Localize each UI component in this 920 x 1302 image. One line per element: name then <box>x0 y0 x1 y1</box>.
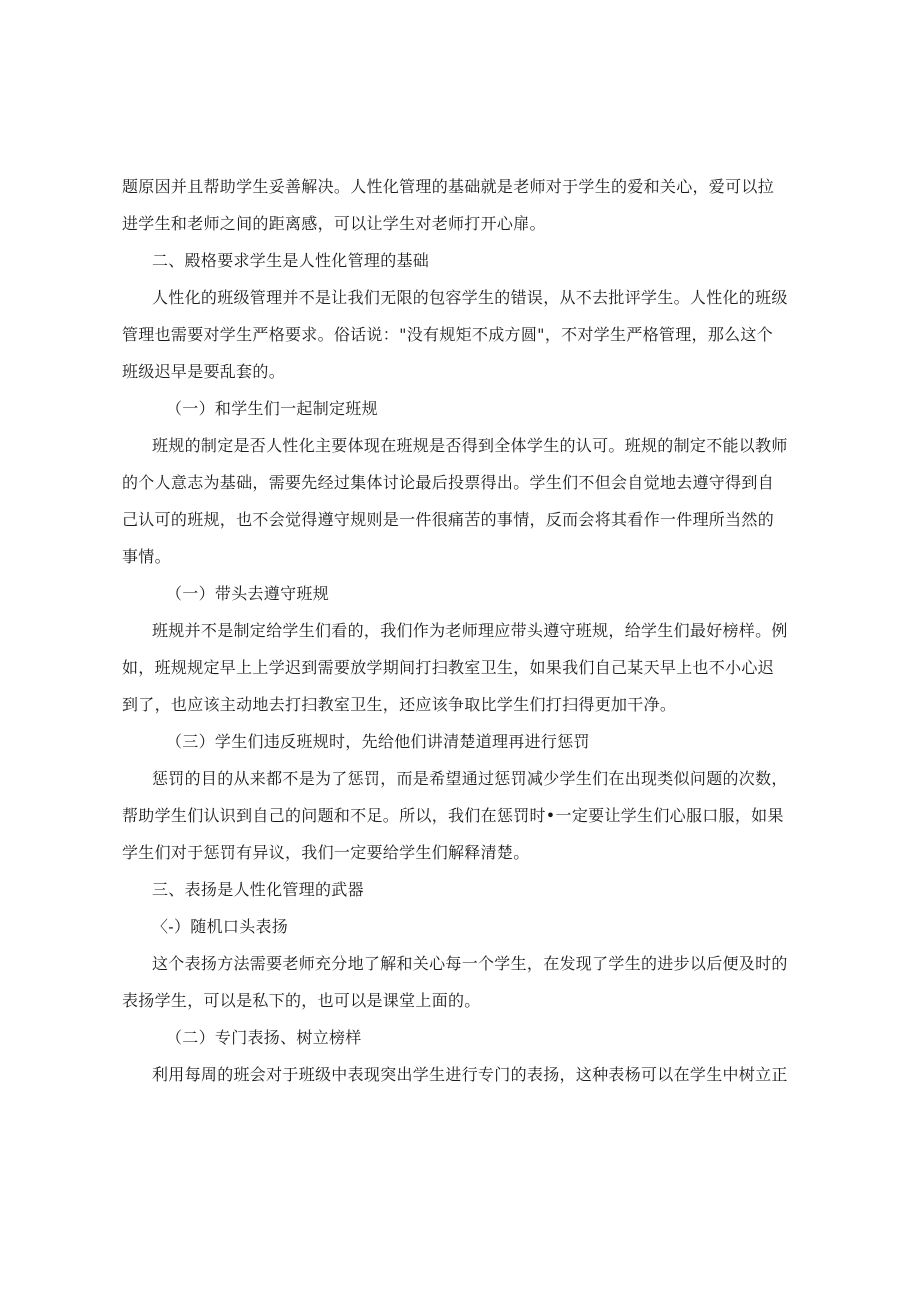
text-line: 班级迟早是要乱套的。 <box>122 362 286 381</box>
text-line: （一）和学生们一起制定班规 <box>166 399 378 418</box>
text-line: 人性化的班级管理并不是让我们无限的包容学生的错误，从不去批评学生。人性化的班级 <box>152 288 788 307</box>
text-line: 帮助学生们认识到自己的问题和不足。所以，我们在惩罚时•一定要让学生们心服口服，如果 <box>122 806 784 825</box>
text-line: 的个人意志为基础，需要先经过集体讨论最后投票得出。学生们不但会自觉地去遵守得到自 <box>122 473 775 492</box>
text-line: 二、殿格要求学生是人性化管理的基础 <box>152 251 430 270</box>
text-line: 到了，也应该主动地去打扫教室卫生，还应该争取比学生们打扫得更加干净。 <box>122 695 677 714</box>
text-line: （三）学生们违反班规时，先给他们讲清楚道理再进行惩罚 <box>166 732 590 751</box>
text-line: 进学生和老师之间的距离感，可以让学生对老师打开心扉。 <box>122 214 546 233</box>
text-line: 〈-）随机口头表扬 <box>152 917 289 936</box>
text-line: （二）专门表扬、树立榜样 <box>166 1028 362 1047</box>
text-line: 这个表扬方法需要老师充分地了解和关心每一个学生，在发现了学生的进步以后便及时的 <box>152 954 788 973</box>
text-line: 班规的制定是否人性化主要体现在班规是否得到全体学生的认可。班规的制定不能以教师 <box>152 436 788 455</box>
text-line: 事情。 <box>122 547 171 566</box>
text-line: 利用每周的班会对于班级中表现突出学生进行专门的表扬，这种表杨可以在学生中树立正 <box>152 1065 788 1084</box>
text-line: 学生们对于惩罚有异议，我们一定要给学生们解释清楚。 <box>122 843 530 862</box>
text-line: 管理也需要对学生严格要求。俗话说："没有规矩不成方圆"，不对学生严格管理，那么这个 <box>122 325 774 344</box>
text-line: 题原因并且帮助学生妥善解决。人性化管理的基础就是老师对于学生的爱和关心，爱可以拉 <box>122 177 775 196</box>
text-line: 三、表扬是人性化管理的武器 <box>152 880 364 899</box>
text-line: 惩罚的目的从来都不是为了惩罚，而是希望通过惩罚减少学生们在出现类似问题的次数， <box>152 769 788 788</box>
text-line: 如，班规规定早上上学迟到需要放学期间打扫教室卫生，如果我们自己某天早上也不小心迟 <box>122 658 775 677</box>
text-line: （一）带头去遵守班规 <box>166 584 330 603</box>
text-line: 己认可的班规，也不会觉得遵守规则是一件很痛苦的事情，反而会将其看作一件理所当然的 <box>122 510 775 529</box>
text-line: 班规并不是制定给学生们看的，我们作为老师理应带头遵守班规，给学生们最好榜样。例 <box>152 621 788 640</box>
text-line: 表扬学生，可以是私下的，也可以是课堂上面的。 <box>122 991 481 1010</box>
body-text <box>122 168 812 1093</box>
